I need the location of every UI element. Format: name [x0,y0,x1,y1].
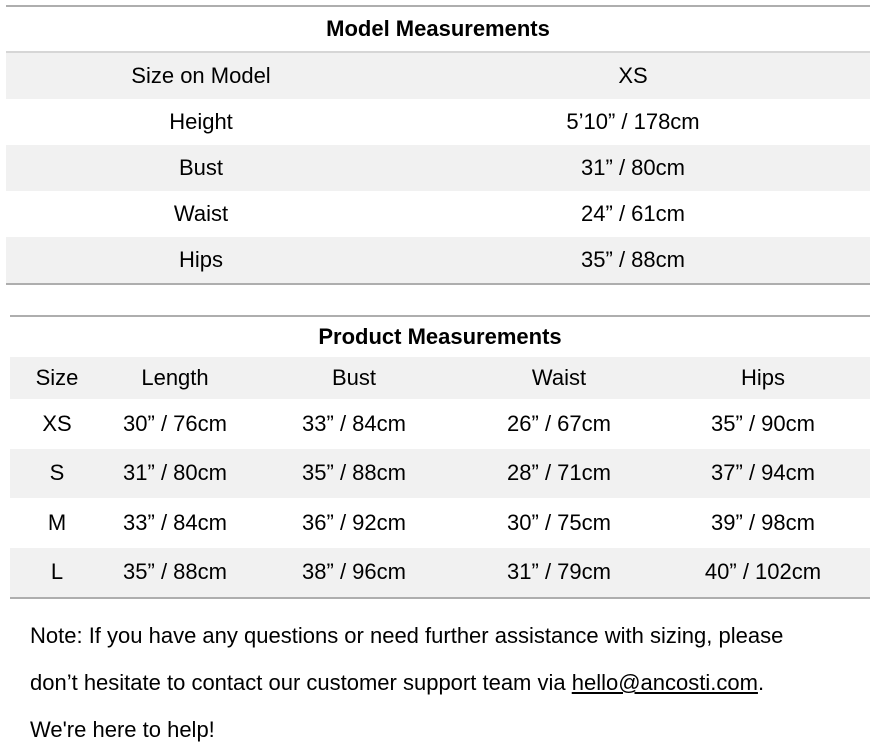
table-cell: 35” / 90cm [711,410,815,436]
table-header-row [10,357,870,399]
model-measurements-table [6,5,870,285]
note-line-2-text: don’t hesitate to contact our customer support team via [30,670,572,695]
note-line-1: Note: If you have any questions or need further assistance with sizing, please [30,623,784,648]
table-cell: 28” / 71cm [507,460,611,486]
column-header-size: Size [35,365,79,390]
row-value: 35” / 88cm [581,247,685,272]
row-label: Bust [178,155,224,180]
table-cell: 37” / 94cm [711,460,815,486]
table-row [10,449,870,499]
row-label: Hips [178,247,223,272]
table-cell: 38” / 96cm [302,559,406,585]
table-row [6,145,870,191]
table-cell: 31” / 80cm [123,460,227,486]
table-cell: S [49,460,65,486]
column-header-waist: Waist [531,365,587,390]
row-label: Height [169,109,233,134]
table-cell: 40” / 102cm [704,559,822,585]
row-value: XS [618,63,648,88]
row-value: 5’10” / 178cm [566,109,700,134]
product-measurements-table [10,315,870,599]
column-header-bust: Bust [331,365,377,390]
row-label: Waist [173,201,229,226]
table-cell: 30” / 75cm [507,509,611,535]
table-cell: 31” / 79cm [507,559,611,585]
table-row [6,99,870,145]
model-measurements-title: Model Measurements [6,7,870,53]
table-row [6,191,870,237]
note-line-2 [30,659,860,706]
note-line-3: We're here to help! [30,717,215,742]
table-cell: 33” / 84cm [302,410,406,436]
support-email-link[interactable]: hello@ancosti.com [571,670,758,695]
table-cell: M [47,509,67,535]
table-row [10,498,870,548]
table-cell: XS [42,410,72,436]
row-value: 24” / 61cm [581,201,685,226]
table-cell: 30” / 76cm [123,410,227,436]
table-cell: 26” / 67cm [507,410,611,436]
row-value: 31” / 80cm [581,155,685,180]
product-measurements-title: Product Measurements [318,324,562,349]
table-cell: 35” / 88cm [302,460,406,486]
sizing-note [30,612,860,753]
table-cell: 39” / 98cm [711,509,815,535]
table-row [6,53,870,99]
column-header-length: Length [141,365,209,390]
table-row [10,399,870,449]
table-row [6,237,870,283]
note-line-2-end: . [757,670,765,695]
table-cell: 36” / 92cm [302,509,406,535]
table-cell: 35” / 88cm [123,559,227,585]
column-header-hips: Hips [740,365,785,390]
table-row [10,548,870,598]
table-cell: L [50,559,64,585]
table-cell: 33” / 84cm [123,509,227,535]
row-label: Size on Model [131,63,271,88]
